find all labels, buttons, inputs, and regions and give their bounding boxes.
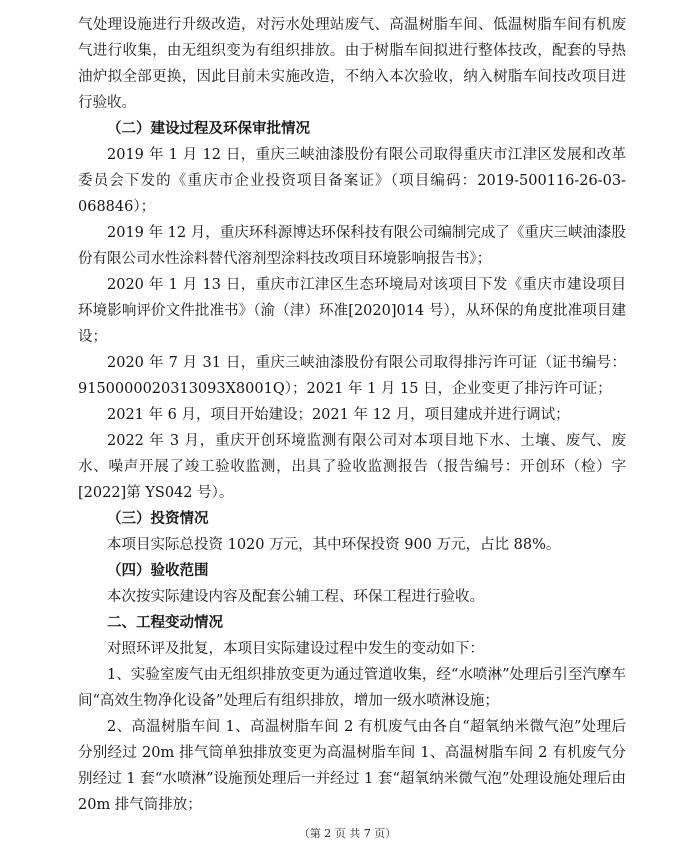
paragraph-change-2: 2、高温树脂车间 1、高温树脂车间 2 有机废气由各自“超氧纳米微气泡”处理后分别经过 20m 排气筒单独排放变更为高温树脂车间 1、高温树脂车间 2 有机废气分别经过 1 套“水喷淋”设施预处理后一并经过 1 套“超氧纳米微气泡”处理设施处理后由 20m 排气筒排放；	[78, 719, 626, 813]
section-heading-construction-process: （二）建设过程及环保审批情况	[107, 121, 310, 137]
paragraph-construction-start: 2021 年 6 月，项目开始建设；2021 年 12 月，项目建成并进行调试；	[107, 407, 570, 423]
document-body	[78, 12, 626, 818]
paragraph-eia-approval: 2020 年 1 月 13 日，重庆市江津区生态环境局对该项目下发《重庆市建设项目环境影响评价文件批准书》（渝（津）环准[2020]014 号），从环保的角度批准项目建设；	[78, 277, 626, 345]
paragraph-discharge-permit: 2020 年 7 月 31 日，重庆三峡油漆股份有限公司取得排污许可证（证书编号：915000002031309​3X8001Q）；2021 年 1 月 15 日，企业变更了排污许可证；	[78, 355, 626, 397]
paragraph-acceptance-monitoring: 2022 年 3 月，重庆开创环境监测有限公司对本项目地下水、土壤、废气、废水、噪声开展了竣工验收监测，出具了验收监测报告（报告编号：开创环（检）字[2022]第 YS042 号）。	[78, 433, 626, 501]
paragraph-investment: 本项目实际总投资 1020 万元，其中环保投资 900 万元，占比 88%。	[107, 537, 561, 553]
paragraph-acceptance-scope: 本次按实际建设内容及配套公辅工程、环保工程进行验收。	[107, 589, 484, 605]
section-heading-acceptance-scope: （四）验收范围	[107, 563, 209, 579]
paragraph-continued: 气处理设施进行升级改造，对污水处理站废气、高温树脂车间、低温树脂车间有机废气进行收集，由无组织变为有组织排放。由于树脂车间拟进行整体技改，配套的导热油炉拟全部更换，因此目前未实施改造，不纳入本次验收，纳入树脂车间技改项目进行验收。	[78, 17, 626, 111]
paragraph-eia-report: 2019 年 12 月，重庆环科源博达环保科技有限公司编制完成了《重庆三峡油漆股份有限公司水性涂料替代溶剂型涂料技改项目环境影响报告书》；	[78, 225, 626, 267]
paragraph-change-1: 1、实验室废气由无组织排放变更为通过管道收集，经“水喷淋”处理后引至汽摩车间“高效生物净化设备”处理后有组织排放，增加一级水喷淋设施；	[78, 667, 626, 709]
paragraph-filing-certificate: 2019 年 1 月 12 日，重庆三峡油漆股份有限公司取得重庆市江津区发展和改革委员会下发的《重庆市企业投资项目备案证》（项目编码：2019-500116-26-03-068846）；	[78, 147, 626, 215]
section-heading-project-changes: 二、工程变动情况	[107, 615, 223, 631]
section-heading-investment: （三）投资情况	[107, 511, 209, 527]
paragraph-changes-intro: 对照环评及批复，本项目实际建设过程中发生的变动如下：	[107, 641, 484, 657]
page-number-footer: （第 2 页 共 7 页）	[298, 827, 397, 840]
